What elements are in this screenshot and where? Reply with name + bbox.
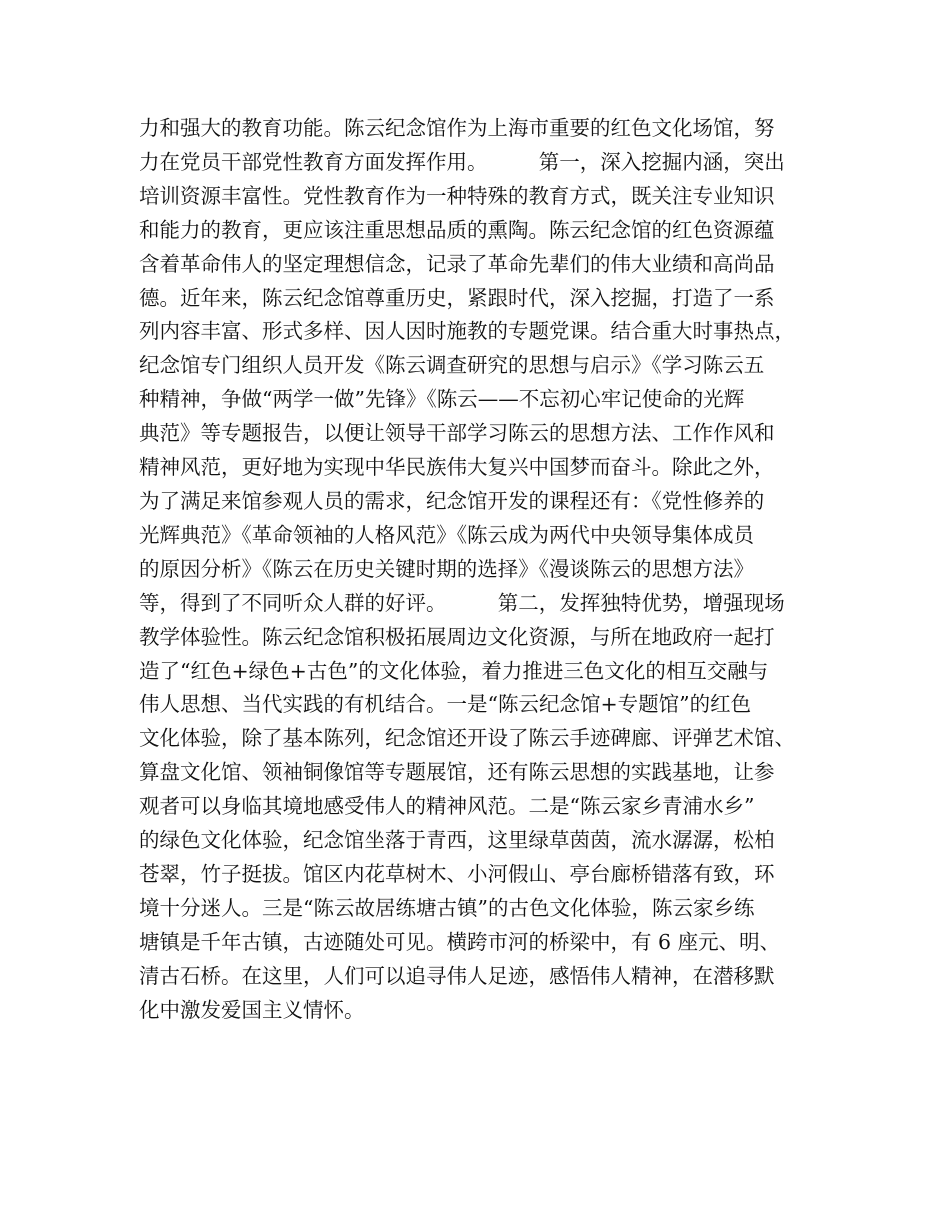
text-line: 教学体验性。陈云纪念馆积极拓展周边文化资源，与所在地政府一起打 xyxy=(139,624,775,649)
text-line: 力和强大的教育功能。陈云纪念馆作为上海市重要的红色文化场馆，努 xyxy=(139,116,775,140)
text-line: 文化体验，除了基本陈列，纪念馆还开设了陈云手迹碑廊、评弹艺术馆、 xyxy=(139,726,795,751)
text-line: 清古石桥。在这里，人们可以追寻伟人足迹，感悟伟人精神，在潜移默 xyxy=(139,963,775,988)
text-line: 伟人思想、当代实践的有机结合。一是“陈云纪念馆+专题馆”的红色 xyxy=(139,692,752,717)
text-line: 精神风范，更好地为实现中华民族伟大复兴中国梦而奋斗。除此之外， xyxy=(139,455,775,480)
document-body-text xyxy=(139,112,819,1027)
text-line: 典范》等专题报告，以便让领导干部学习陈云的思想方法、工作作风和 xyxy=(139,421,775,446)
text-line: 培训资源丰富性。党性教育作为一种特殊的教育方式，既关注专业知识 xyxy=(139,183,775,208)
text-line: 纪念馆专门组织人员开发《陈云调查研究的思想与启示》《学习陈云五 xyxy=(139,353,765,378)
text-line: 苍翠，竹子挺拔。馆区内花草树木、小河假山、亭台廊桥错落有致，环 xyxy=(139,861,775,886)
text-line: 境十分迷人。三是“陈云故居练塘古镇”的古色文化体验，陈云家乡练 xyxy=(139,895,755,920)
text-line: 的绿色文化体验，纪念馆坐落于青西，这里绿草茵茵，流水潺潺，松柏 xyxy=(139,828,775,853)
text-line: 德。近年来，陈云纪念馆尊重历史，紧跟时代，深入挖掘，打造了一系 xyxy=(139,285,775,310)
text-line: 为了满足来馆参观人员的需求，纪念馆开发的课程还有：《党性修养的 xyxy=(139,488,765,513)
text-line: 等，得到了不同听众人群的好评。 第二，发挥独特优势，增强现场 xyxy=(139,590,785,615)
text-line: 和能力的教育，更应该注重思想品质的熏陶。陈云纪念馆的红色资源蕴 xyxy=(139,217,775,242)
text-line: 造了“红色+绿色+古色”的文化体验，着力推进三色文化的相互交融与 xyxy=(139,658,769,683)
text-line: 观者可以身临其境地感受伟人的精神风范。二是“陈云家乡青浦水乡” xyxy=(139,794,755,819)
text-line: 化中激发爱国主义情怀。 xyxy=(139,997,365,1022)
text-line: 含着革命伟人的坚定理想信念，记录了革命先辈们的伟大业绩和高尚品 xyxy=(139,251,775,276)
text-line: 列内容丰富、形式多样、因人因时施教的专题党课。结合重大时事热点， xyxy=(139,319,795,344)
text-line: 算盘文化馆、领袖铜像馆等专题展馆，还有陈云思想的实践基地，让参 xyxy=(139,760,775,785)
text-line: 光辉典范》《革命领袖的人格风范》《陈云成为两代中央领导集体成员 xyxy=(139,522,754,547)
text-line: 塘镇是千年古镇，古迹随处可见。横跨市河的桥梁中，有 6 座元、明、 xyxy=(139,929,781,954)
text-line: 种精神，争做“两学一做”先锋》《陈云——不忘初心牢记使命的光辉 xyxy=(139,387,745,412)
text-line: 的原因分析》《陈云在历史关键时期的选择》《漫谈陈云的思想方法》 xyxy=(139,556,754,581)
text-line: 力在党员干部党性教育方面发挥作用。 第一，深入挖掘内涵，突出 xyxy=(139,149,785,174)
